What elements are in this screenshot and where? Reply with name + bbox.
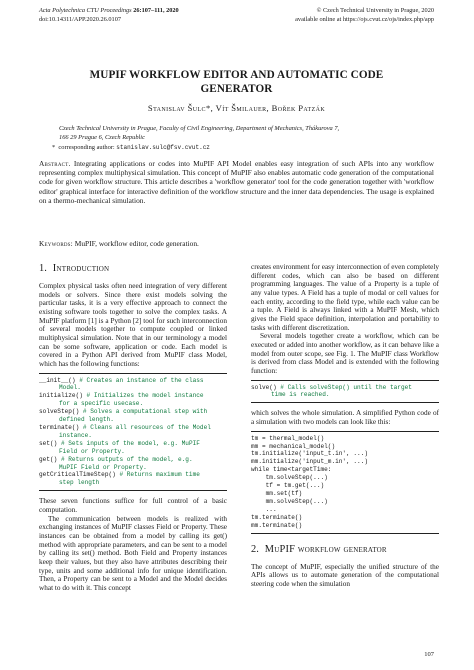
code-text: solve() xyxy=(251,383,277,391)
code-line xyxy=(39,456,227,464)
paper-title-line-2: GENERATOR xyxy=(200,82,273,95)
code-text: while time<targetTime: xyxy=(251,466,332,474)
volume-pages: 26:107–111, 2020 xyxy=(133,7,179,14)
code-line xyxy=(251,443,439,451)
code-comment: defined length. xyxy=(59,416,114,424)
code-line xyxy=(39,448,227,456)
section-2-paragraph-1: The concept of MuPIF, especially the unified structure of the APIs allows us to automate generation of the computational steering code when the simulation xyxy=(251,562,439,588)
code-text: set() xyxy=(39,439,58,447)
code-comment: for a specific usecase. xyxy=(59,400,144,408)
corresponding-email: stanislav.sulc@fsv.cvut.cz xyxy=(116,144,210,151)
code-comment: step length xyxy=(59,479,100,487)
code-text: mm.initialize('input_m.in', ...) xyxy=(251,458,369,466)
code-text: solveStep() xyxy=(39,408,80,416)
abstract xyxy=(39,159,434,205)
code-text: tf = tm.get(...) xyxy=(251,482,325,490)
code-line xyxy=(39,408,227,416)
journal-name: Acta Polytechnica CTU Proceedings xyxy=(39,7,132,14)
code-line xyxy=(39,384,227,392)
code-line xyxy=(39,464,227,472)
section-1-paragraph-4: creates environment for easy interconnection of even completely different codes, which can also be based on different programming languages. The value of a Property is a tuple of any value types. A Field has a tuple of modal or cell values for each entity, according to the field type, while each value can be a tuple. A Field is always linked with a MuPIF Mesh, which gives the Field space definition, interpolation and portability to tasks with different discretization. xyxy=(251,263,439,332)
code-text: initialize() xyxy=(39,392,83,400)
availability-url: available online at https://ojs.cvut.cz/ojs/index.php/app xyxy=(295,15,434,23)
code-line xyxy=(251,450,439,458)
code-line xyxy=(39,392,227,400)
affiliation xyxy=(59,125,429,143)
code-line xyxy=(251,482,439,490)
code-comment: # Calls solveStep() until the target xyxy=(276,383,412,391)
code-comment: Model. xyxy=(59,384,81,392)
code-line xyxy=(39,432,227,440)
code-line xyxy=(251,490,439,498)
code-line xyxy=(251,514,439,522)
keywords xyxy=(39,239,434,248)
code-text: tm.solveStep(...) xyxy=(251,474,328,482)
code-text: mm.set(tf) xyxy=(251,490,303,497)
section-1-paragraph-2: These seven functions suffice for full control of a basic computation. xyxy=(39,497,227,514)
section-1-paragraph-1: Complex physical tasks often need integration of very different models or solvers. Since there exist models solving the particular tasks, it is a very effective approach to connect the existing software tools together to solve the complex tasks. A MuPIF platform [1] is a Python [2] tool for such interconnection of several models together to compute coupled or linked multiphysical simulation. Note that in our terminology a model can be some software, application or code. Each model is covered in a Python API derived from MuPIF class Model, which has the following functions: xyxy=(39,282,227,368)
code-line xyxy=(251,384,439,392)
code-line xyxy=(251,522,439,530)
section-1-paragraph-3: The communication between models is realized with exchanging instances of MuPIF classes Field or Property. These instances can be obtained from a model by calling its get() method with appropriate parameters, and can be sent to a model by calling its set() method. Both Field and Property instances keep their values, but they also have attributes describing their type, units and some additional info for unique identification. Then, a Property can be sent to a Model and the Model decides what to do with it. This concept xyxy=(39,514,227,592)
code-line xyxy=(251,498,439,506)
asterisk-icon: * xyxy=(52,144,56,151)
code-line xyxy=(251,506,439,514)
section-2-heading xyxy=(251,544,439,556)
code-comment: instance. xyxy=(59,431,92,439)
code-line xyxy=(39,479,227,487)
code-line xyxy=(39,424,227,432)
code-comment: time is reached. xyxy=(271,391,330,399)
keywords-text: MuPIF, workflow editor, code generation. xyxy=(74,239,199,248)
code-text: mm.terminate() xyxy=(251,521,303,529)
code-comment: # Returns maximum time xyxy=(115,471,200,479)
section-2-number: 2. xyxy=(251,543,259,555)
code-line xyxy=(39,471,227,479)
code-line xyxy=(251,435,439,443)
code-text: tm.terminate() xyxy=(251,513,303,521)
code-line xyxy=(251,458,439,466)
paper-title xyxy=(39,69,434,96)
code-text: tm = thermal_model() xyxy=(251,434,325,442)
keywords-label: Keywords: xyxy=(39,239,73,248)
code-comment: # Creates an instance of the class xyxy=(75,376,204,384)
right-column xyxy=(251,263,439,589)
code-comment: # Cleans all resources of the Model xyxy=(79,424,211,431)
corresponding-label: corresponding author: xyxy=(58,144,115,151)
code-line xyxy=(251,391,439,399)
code-listing-model-functions xyxy=(39,373,227,492)
code-listing-simulation-example xyxy=(251,431,439,534)
abstract-label: Abstract. xyxy=(39,159,71,168)
code-text: ... xyxy=(251,505,277,513)
left-column xyxy=(39,263,227,592)
authors: Stanislav Šulc*, Vít Šmilauer, Bořek Patzák xyxy=(147,103,326,113)
code-line xyxy=(39,416,227,424)
code-comment: Field or Property. xyxy=(59,447,125,455)
code-line xyxy=(251,474,439,482)
code-comment: MuPIF Field or Property. xyxy=(59,463,147,471)
code-comment: # Solves a computational step with xyxy=(79,408,208,416)
corresponding-author xyxy=(52,144,422,152)
affiliation-line-2: 166 29 Prague 6, Czech Republic xyxy=(59,133,145,141)
paper-title-line-1: MUPIF WORKFLOW EDITOR AND AUTOMATIC CODE xyxy=(89,69,384,81)
section-2-title: MuPIF workflow generator xyxy=(264,543,387,555)
section-1-title: Introduction xyxy=(52,263,110,274)
code-comment: # Sets inputs of the model, e.g. MuPIF xyxy=(57,439,200,447)
code-text: mm = mechanical_model() xyxy=(251,442,336,450)
running-header-right xyxy=(295,7,434,24)
code-listing-workflow-solve xyxy=(251,380,439,404)
code-comment: # Initializes the model instance xyxy=(82,392,204,400)
code-text: mm.solveStep(...) xyxy=(251,497,328,505)
section-1-paragraph-5: Several models together create a workflow, which can be executed or added into another workflow, as it can behave like a model from outer scope, see Fig. 1. The MuPIF class Workflow is derived from class Model and is extended with the following function: xyxy=(251,332,439,375)
doi: doi:10.14311/APP.2020.26.0107 xyxy=(39,15,121,23)
section-1-heading xyxy=(39,263,227,275)
code-text: tm.initialize('input_t.in', ...) xyxy=(251,450,369,458)
copyright: © Czech Technical University in Prague, 2020 xyxy=(316,7,434,14)
page-number: 107 xyxy=(424,651,434,658)
code-line xyxy=(39,377,227,385)
abstract-text: Integrating applications or codes into MuPIF API Model enables easy integration of such APIs into any workflow representing complex multiphysical simulation. This concept of MuPIF also enables automatic code generation of the computational code for given workflow structure. This article describes a 'workflow generator' tool for the code generation together with 'workflow editor' graphical interface for interactive definition of the workflow structure and the inner data dependencies. The usage is explained on a thermo-mechanical simulation. xyxy=(39,159,434,205)
code-line xyxy=(39,400,227,408)
code-text: get() xyxy=(39,455,58,463)
code-text: __init__() xyxy=(39,376,76,384)
code-line xyxy=(251,466,439,474)
code-line xyxy=(39,440,227,448)
code-text: terminate() xyxy=(39,424,80,431)
section-1-number: 1. xyxy=(39,263,47,274)
code-text: getCriticalTimeStep() xyxy=(39,471,116,479)
affiliation-line-1: Czech Technical University in Prague, Faculty of Civil Engineering, Department of Mechanics, Thákurova 7, xyxy=(59,125,340,132)
code-comment: # Returns outputs of the model, e.g. xyxy=(57,455,193,463)
section-1-paragraph-6: which solves the whole simulation. A simplified Python code of a simulation with two models can look like this: xyxy=(251,409,439,426)
running-header-left xyxy=(39,7,179,24)
